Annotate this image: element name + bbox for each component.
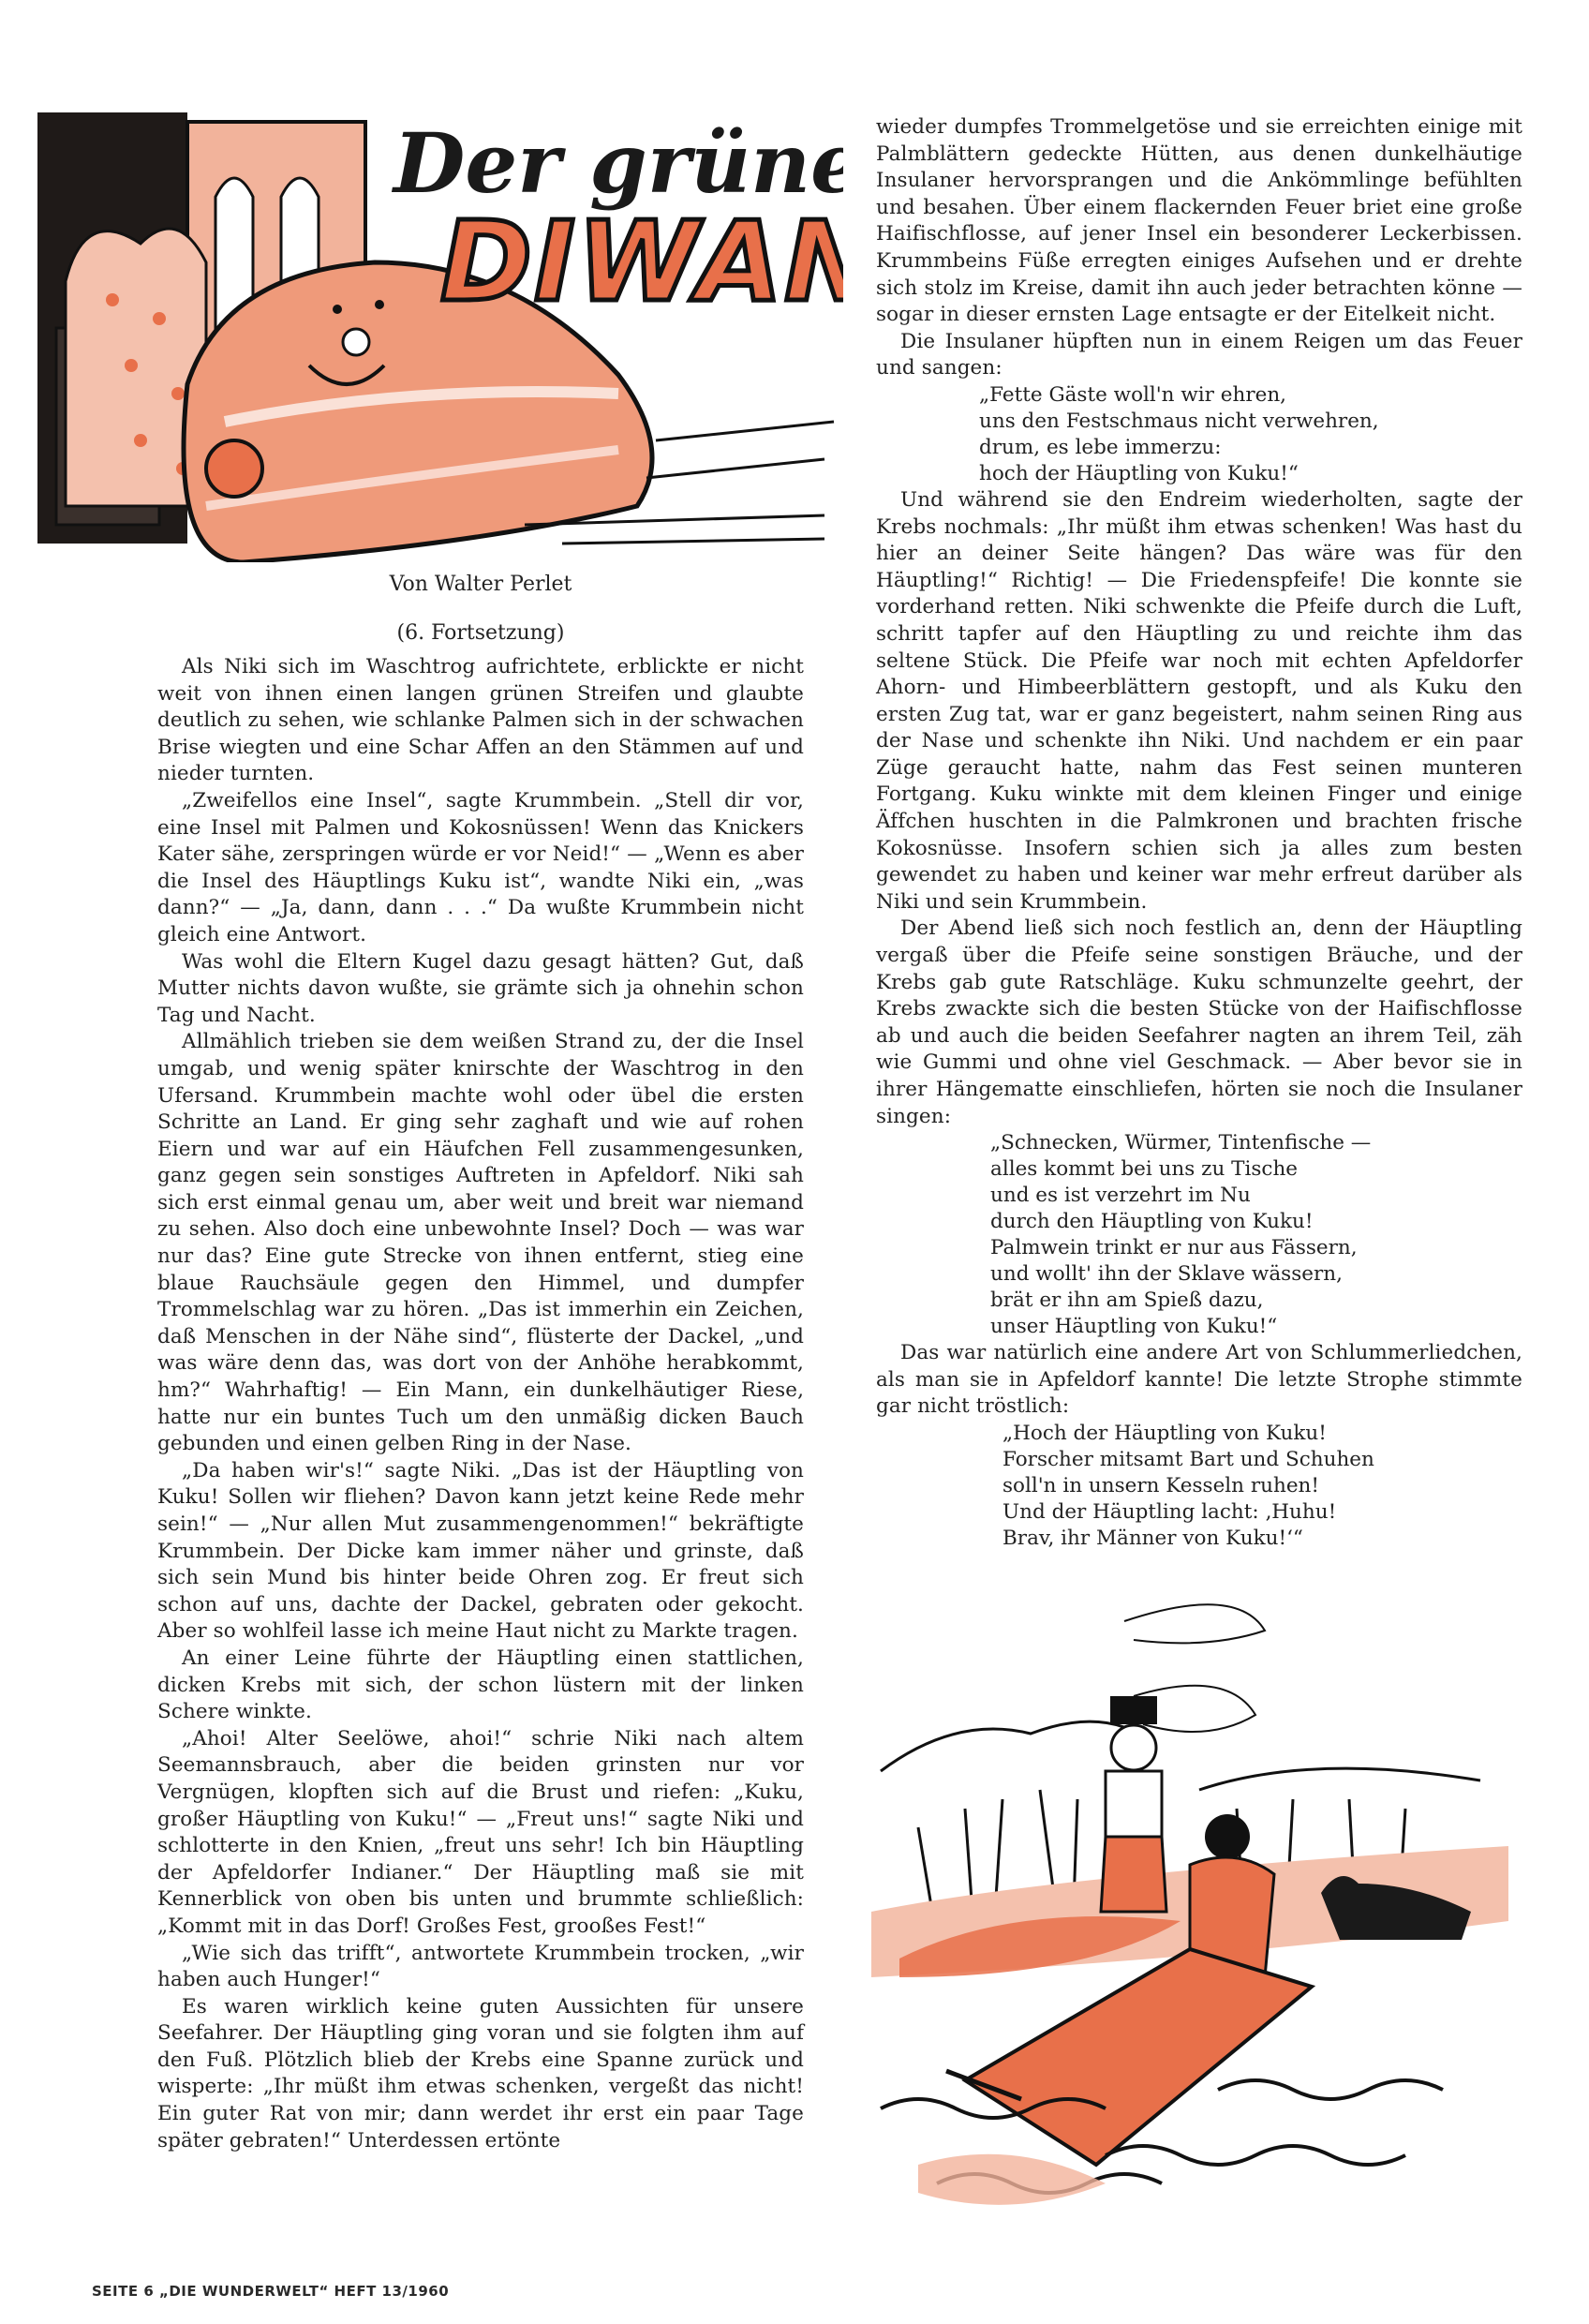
verse-line: und es ist verzehrt im Nu (990, 1184, 1251, 1208)
smoke-shape (1124, 1604, 1265, 1643)
verse-line: und wollt' ihn der Sklave wässern, (990, 1262, 1343, 1287)
paragraph: Allmählich trieben sie dem weißen Strand zu, der die Insel umgab, und wenig später knirschte der Waschtrog in den Ufersand. Krummbein machte wohl oder übel die ersten Schritte an Land. Er ging sehr zaghaft und wie auf rohen Eiern und war auf ein Häufchen Fell zusammengesunken, ganz gegen sein sonstiges Auftreten in Apfeldorf. Niki sah sich erst einmal genau um, aber weit und breit war niemand zu sehen. Also doch eine unbewohnte Insel? Doch — was war nur das? Eine gute Strecke von ihnen entfernt, stieg eine blaue Rauchsäule gegen den Himmel, und dumpfer Trommelschlag war zu hören. „Das ist immerhin ein Zeichen, daß Menschen in der Nähe sind“, flüsterte der Dackel, „und was wäre denn das, was dort von der Anhöhe herabkommt, hm?“ Wahrhaftig! — Ein Mann, ein dunkelhäutiger Riese, hatte nur ein buntes Tuch um den unmäßig dicken Bauch gebunden und einen gelben Ring in der Nase. (157, 1030, 804, 1456)
island-scene-illustration (824, 1584, 1574, 2240)
page-footer: SEITE 6 „DIE WUNDERWELT“ HEFT 13/1960 (92, 2283, 450, 2300)
verse-line: Palmwein trinkt er nur aus Fässern, (990, 1236, 1358, 1260)
verse-line: unser Häuptling von Kuku!“ (990, 1315, 1278, 1339)
verse-line: „Schnecken, Würmer, Tintenfische — (990, 1131, 1372, 1155)
paragraph: Was wohl die Eltern Kugel dazu gesagt hätten? Gut, daß Mutter nichts davon wußte, sie grämte sich ja ohnehin schon Tag und Nacht. (157, 949, 804, 1027)
paragraph: „Da haben wir's!“ sagte Niki. „Das ist der Häuptling von Kuku! Sollen wir fliehen? Davon kann jetzt keine Rede mehr sein!“ — „Nur allen Mut zusammengenommen!“ bekräftigte Krummbein. Der Dicke kam immer näher und grinste, daß sich sein Mund bis hinter beide Ohren zog. Er freut sich schon auf uns, dachte der Dackel, gebraten oder gekocht. Aber so wohlfeil lasse ich meine Haut nicht zu Markte tragen. (157, 1458, 804, 1644)
left-column (157, 572, 804, 2154)
verse-line: brät er ihn am Spieß dazu, (990, 1289, 1264, 1313)
header-illustration (0, 84, 843, 562)
song-verse-3 (1002, 1421, 1522, 1552)
verse-line: soll'n in unsern Kesseln ruhen! (1002, 1473, 1320, 1497)
paragraph: Und während sie den Endreim wiederholten, sagte der Krebs nochmals: „Ihr müßt ihm etwas schenken! Was hast du hier an deiner Seite hängen? Das wäre was für den Häuptling!“ Richtig! — Die Friedenspfeife! Die konnte sie vorderhand retten. Niki schwenkte die Pfeife durch die Luft, schritt tapfer auf den Häuptling zu und reichte ihm das seltene Stück. Die Pfeife war noch mit echten Apfeldorfer Ahorn- und Himbeerblättern gestopft, und als Kuku den ersten Zug tat, war er ganz begeistert, nahm seinen Ring aus der Nase und schenkte ihn Niki. Und nachdem er ein paar Züge geraucht hatte, nahm das Fest seinen munteren Fortgang. Kuku winkte mit dem kleinen Finger und einige Äffchen huschten in die Palmkronen und brachten frische Kokosnüsse. Insofern schien sich ja alles zum besten gewendet zu haben und keiner war mehr erfreut darüber als Niki und sein Krummbein. (876, 487, 1522, 914)
paragraph: „Zweifellos eine Insel“, sagte Krummbein. „Stell dir vor, eine Insel mit Palmen und Kokosnüssen! Wenn das Knickers Kater sähe, zerspringen würde er vor Neid!“ — „Wenn es aber die Insel des Häuptlings Kuku ist“, wandte Niki ein, „was dann?“ — „Ja, dann, dann . . .“ Da wußte Krummbein nicht gleich eine Antwort. (157, 788, 804, 946)
verse-line: hoch der Häuptling von Kuku!“ (979, 461, 1299, 485)
installment-label: (6. Fortsetzung) (396, 621, 565, 645)
verse-line: „Hoch der Häuptling von Kuku! (1002, 1421, 1327, 1445)
paragraph: wieder dumpfes Trommelgetöse und sie erreichten einige mit Palmblättern gedeckte Hütten, aus denen dunkelhäutige Insulaner hervorsprangen und die Ankömmlinge befühlten und besahen. Über einem flackernden Feuer briet eine große Haifischflosse, auf jener Insel ein besonderer Leckerbissen. Krummbeins Füße erregten einiges Aufsehen und er drehte sich stolz im Kreise, damit ihn auch jeder betrachten könne — sogar in dieser ernsten Lage entsagte er der Eitelkeit nicht. (876, 115, 1522, 327)
song-verse-1 (979, 382, 1522, 487)
sofa-illustration (0, 84, 843, 562)
chief-loincloth (1101, 1837, 1166, 1912)
boy-head (1205, 1814, 1250, 1859)
paragraph: Das war natürlich eine andere Art von Schlummerliedchen, als man sie in Apfeldorf kannte! Die letzte Strophe stimmte gar nicht tröstlich: (876, 1341, 1522, 1419)
sofa-face (343, 329, 369, 355)
verse-line: uns den Festschmaus nicht verwehren, (979, 409, 1379, 433)
verse-line: drum, es lebe immerzu: (979, 435, 1222, 459)
paragraph: Es waren wirklich keine guten Aussichten für unsere Seefahrer. Der Häuptling ging voran und sie folgten ihm auf den Fuß. Plötzlich blieb der Krebs eine Spanne zurück und wisperte: „Ihr müßt ihm etwas schenken, vergeßt das nicht! Ein guter Rat von mir; dann werdet ihr erst ein paar Tage später gebraten!“ Unterdessen ertönte (157, 1994, 804, 2153)
verse-line: „Fette Gäste woll'n wir ehren, (979, 382, 1287, 407)
verse-line: Brav, ihr Männer von Kuku!‘“ (1002, 1526, 1303, 1550)
paragraph: An einer Leine führte der Häuptling einen stattlichen, dicken Krebs mit sich, der schon lüstern mit der linken Schere winkte. (157, 1646, 804, 1724)
byline: Von Walter Perlet (389, 573, 572, 596)
verse-line: Forscher mitsamt Bart und Schuhen (1002, 1447, 1374, 1471)
verse-line: Und der Häuptling lacht: ‚Huhu! (1002, 1499, 1337, 1524)
top-hat (1110, 1696, 1157, 1724)
verse-line: durch den Häuptling von Kuku! (990, 1210, 1314, 1234)
washtub-boat (965, 1949, 1312, 2165)
song-verse-2 (990, 1130, 1522, 1340)
verse-line: alles kommt bei uns zu Tische (990, 1157, 1299, 1182)
title-line-2: DIWAN (440, 197, 843, 326)
title-line-1: Der grüne (394, 114, 843, 212)
paragraph: Die Insulaner hüpften nun in einem Reigen um das Feuer und sangen: (876, 329, 1522, 380)
right-column (876, 114, 1522, 1552)
paragraph: Als Niki sich im Waschtrog aufrichtete, erblickte er nicht weit von ihnen einen langen grünen Streifen und glaubte deutlich zu sehen, wie schlanke Palmen sich in der schwachen Brise wiegten und eine Schar Affen an den Stämmen auf und nieder turnten. (157, 655, 804, 786)
paragraph: „Ahoi! Alter Seelöwe, ahoi!“ schrie Niki nach altem Seemannsbrauch, aber die beiden grinsten nur vor Vergnügen, klopften sich auf die Brust und riefen: „Kuku, großer Häuptling von Kuku!“ — „Freut uns!“ sagte Niki und schlotterte in den Knien, „freut uns sehr! Ich bin Häuptling der Apfeldorfer Indianer.“ Der Häuptling maß sie mit Kennerblick von oben bis unten und brummte schließlich: „Kommt mit in das Dorf! Großes Fest, grooßes Fest!“ (157, 1726, 804, 1938)
paragraph: Der Abend ließ sich noch festlich an, denn der Häuptling vergaß über die Pfeife seine sonstigen Bräuche, und der Krebs gab gute Ratschläge. Kuku schmunzelte geehrt, der Krebs zwackte sich die besten Stücke von der Haifischflosse ab und auch die beiden Seefahrer nagten an ihrem Teil, zäh wie Gummi und ohne viel Geschmack. — Aber bevor sie in ihrer Hängematte einschliefen, hörten sie noch die Insulaner singen: (876, 916, 1522, 1128)
story-illustration (824, 1584, 1574, 2240)
chief-head (1111, 1725, 1156, 1770)
paragraph: „Wie sich das trifft“, antwortete Krummbein trocken, „wir haben auch Hunger!“ (157, 1941, 804, 1992)
